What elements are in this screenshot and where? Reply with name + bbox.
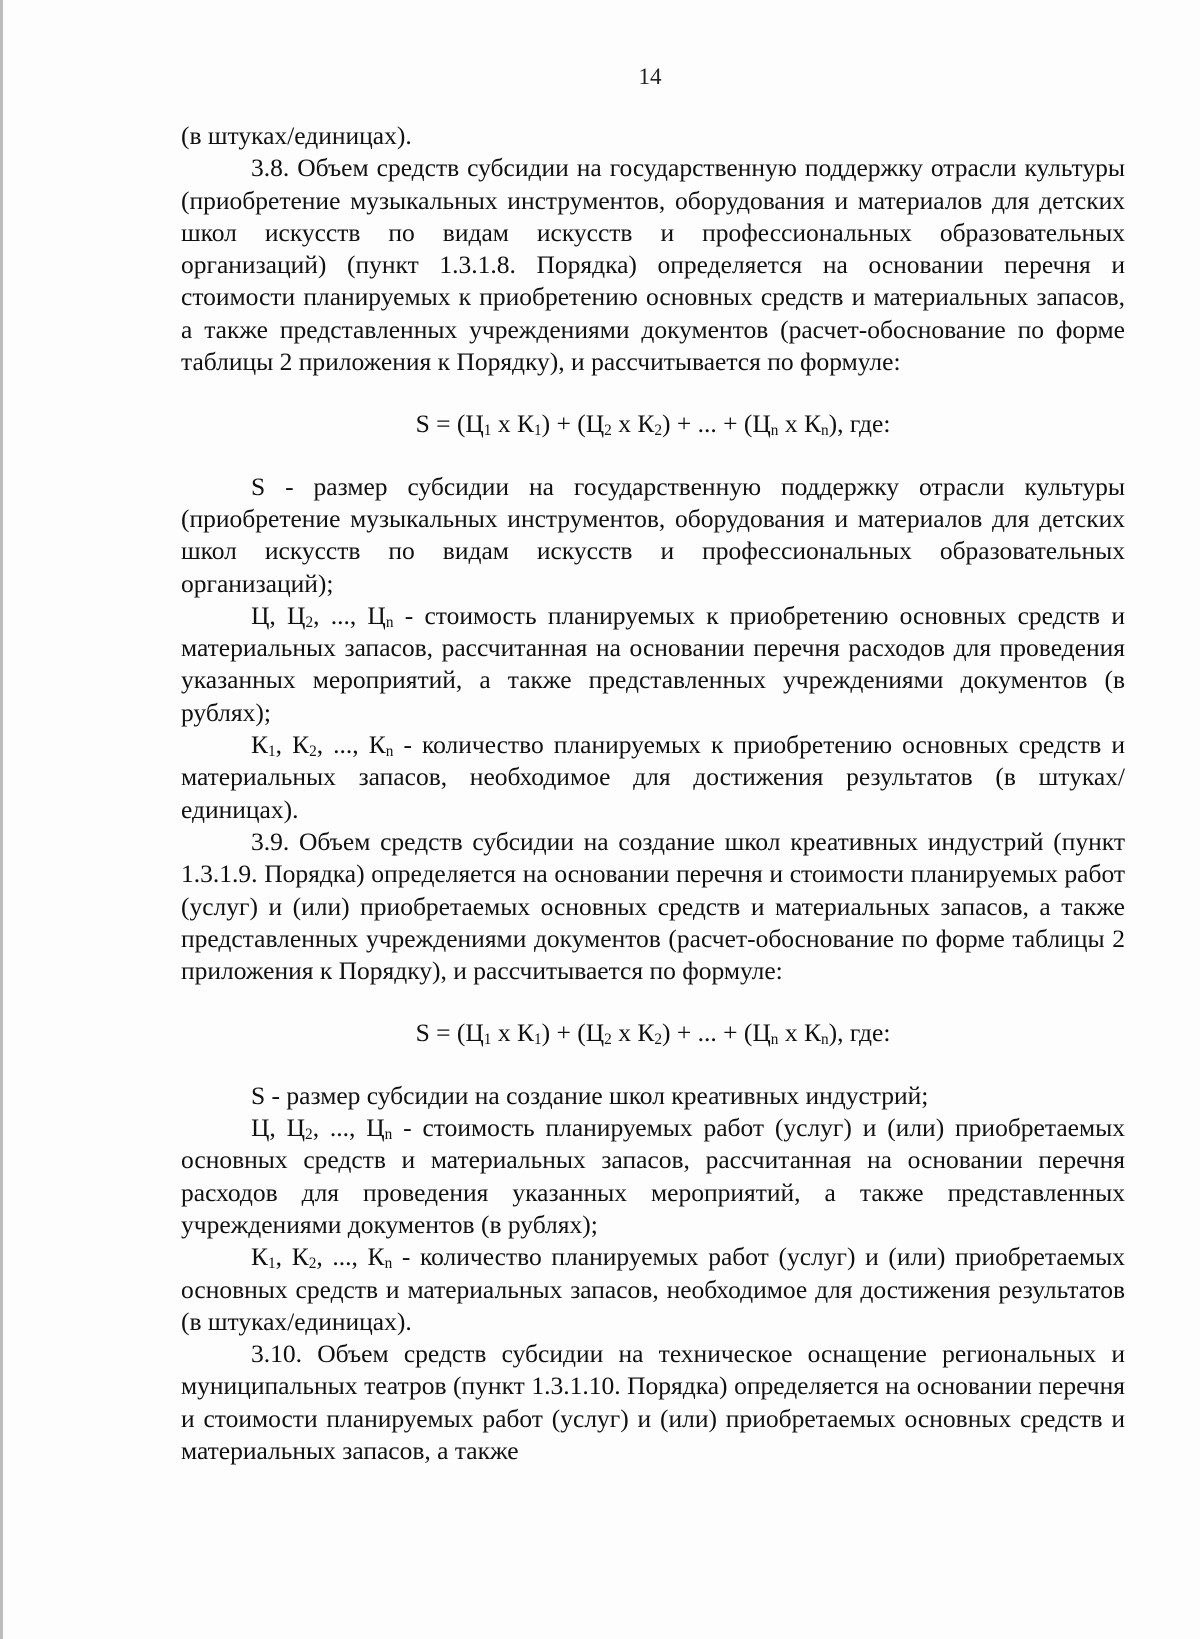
document-body	[181, 120, 1125, 1467]
formula: $S = (Ц_1$ x $К_1) + (Ц_2$ x $К_2$) + ... + ($Ц_n$ x $К_n$), где:	[415, 409, 891, 440]
paragraph: (в штуках/единицах).	[181, 121, 412, 150]
paragraph: S - размер субсидии на создание школ креативных индустрий;	[251, 1080, 929, 1110]
page-number: 14	[638, 64, 662, 89]
scan-edge	[0, 0, 3, 1639]
paragraph: 3.9. Объем средств субсидии на создание школ креативных индустрий (пункт 1.3.1.9. Порядка) определяется на основании перечня и стоимости планируемых работ (услуг) и (или) приобретаемых основных средств и материальных запасов, а также представленных учреждениями документов (расчет-обоснование по форме таблицы 2 приложения к Порядку), и рассчитывается по формуле:	[181, 826, 1125, 986]
paragraph: 3.10. Объем средств субсидии на техническое оснащение региональных и муниципальных театров (пункт 1.3.1.10. Порядка) определяется на основании перечня и стоимости планируемых работ (услуг) и (или) приобретаемых основных средств и материальных запасов, а также	[181, 1339, 1125, 1465]
formula: $S = (Ц_1$ x $К_1) + (Ц_2$ x $К_2$) + ... + ($Ц_n$ x $К_n$), где:	[415, 1018, 891, 1049]
paragraph: Ц, $Ц_2$, ..., $Ц_n$ - стоимость планируемых к приобретению основных средств и материальных запасов, рассчитанная на основании перечня расходов для проведения указанных мероприятий, а также представленных учреждениями документов (в рублях);	[181, 600, 1125, 727]
paragraph: S - размер субсидии на государственную поддержку отрасли культуры (приобретение музыкальных инструментов, оборудования и материалов для детских школ искусств по видам искусств и профессиональных образовательных организаций);	[181, 471, 1125, 598]
paragraph: 3.8. Объем средств субсидии на государственную поддержку отрасли культуры (приобретение музыкальных инструментов, оборудования и материалов для детских школ искусств по видам искусств и профессиональных образовательных организаций) (пункт 1.3.1.8. Порядка) определяется на основании перечня и стоимости планируемых к приобретению основных средств и материальных запасов, а также представленных учреждениями документов (расчет-обоснование по форме таблицы 2 приложения к Порядку), и рассчитывается по формуле:	[181, 153, 1125, 377]
paragraph: $К_1$, $К_2$, ..., $К_n$ - количество планируемых к приобретению основных средств и материальных запасов, необходимое для достижения результатов (в штуках/единицах).	[181, 730, 1126, 824]
paragraph: Ц, $Ц_2$, ..., $Ц_n$ - стоимость планируемых работ (услуг) и (или) приобретаемых основных средств и материальных запасов, рассчитанная на основании перечня расходов для проведения указанных мероприятий, а также представленных учреждениями документов (в рублях);	[181, 1113, 1125, 1239]
paragraph: $К_1$, $К_2$, ..., $К_n$ - количество планируемых работ (услуг) и (или) приобретаемых основных средств и материальных запасов, необходимое для достижения результатов (в штуках/единицах).	[181, 1242, 1125, 1336]
